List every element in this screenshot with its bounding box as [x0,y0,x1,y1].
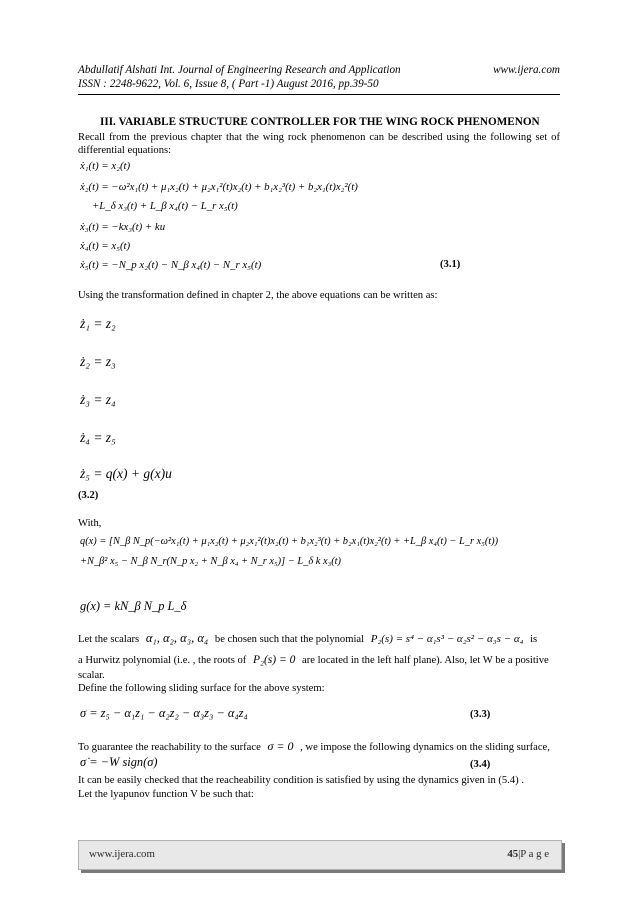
intro-paragraph: Recall from the previous chapter that the wing rock phenomenon can be described using the following set of differential equations: [78,132,560,156]
equation-sliding-surface: σ = z₅ − α₁z₁ − α₂z₂ − α₃z₃ − α₄z₄ [80,706,248,720]
reachability-line [78,740,560,754]
journal-issn: ISSN : 2248-9622, Vol. 6, Issue 8, ( Part -1) August 2016, pp.39-50 [78,78,379,90]
equation-z5dot: ż₅ = q(x) + g(x)u [80,466,172,481]
equation-number-3-2: (3.2) [78,490,99,501]
equation-g: g(x) = kN_β N_p L_δ [80,599,187,613]
roots-equation: P₂(s) = 0 [252,654,296,666]
journal-header-line1 [78,64,560,77]
page-number: 45 [507,848,519,860]
equation-q-line2: +N_β² x₅ − N_β N_r(N_p x₂ + N_β x₄ + N_r x₅)] − L_δ k x₃(t) [80,556,342,567]
transformation-paragraph: Using the transformation defined in chapter 2, the above equations can be written as: [78,290,438,301]
equation-z4dot: ż₄ = z₅ [80,430,116,445]
scalars-text-a: Let the scalars [78,634,140,645]
lyapunov-text: Let the lyapunov function V be such that: [78,789,254,800]
page-footer [78,840,562,870]
scalars-text-b: be chosen such that the polynomial [214,634,365,645]
scalars-text-d: a Hurwitz polynomial (i.e. , the roots of [78,655,247,666]
equation-x2dot: ẋ₂(t) = −ω²x₁(t) + μ₁x₂(t) + μ₂x₁²(t)x₂(t) + b₁x₂³(t) + b₂x₁(t)x₂²(t) [80,181,358,193]
scalars-text-e: are located in the left half plane). Also, let W be a positive [302,655,549,666]
reachability-text-a: To guarantee the reachability to the surface [78,742,261,753]
equation-q-line1: q(x) = [N_β N_p(−ω²x₁(t) + μ₁x₂(t) + μ₂x₁²(t)x₂(t) + b₁x₂³(t) + b₂x₁(t)x₂²(t) + +L_β x₄(t) − L_r x₅(t)) [80,536,499,547]
sigma-zero: σ = 0 [267,739,294,753]
journal-url[interactable]: www.ijera.com [493,64,560,76]
equation-number-3-4: (3.4) [470,759,491,770]
equation-z3dot: ż₃ = z₄ [80,392,116,407]
footer-page-number [507,848,549,860]
equation-x4dot: ẋ₄(t) = x₅(t) [80,240,131,252]
footer-url[interactable]: www.ijera.com [89,848,155,860]
section-title: III. VARIABLE STRUCTURE CONTROLLER FOR THE WING ROCK PHENOMENON [100,116,540,128]
scalars-alphas: α₁, α₂, α₃, α₄ [145,631,209,645]
equation-x2dot-cont: +L_δ x₃(t) + L_β x₄(t) − L_r x₅(t) [92,200,238,212]
equation-x5dot: ẋ₅(t) = −N_p x₂(t) − N_β x₄(t) − N_r x₅(t) [80,259,262,271]
equation-x3dot: ẋ₃(t) = −kx₃(t) + ku [80,221,166,233]
scalars-line2 [78,654,560,667]
equation-x1dot: ẋ₁(t) = x₂(t) [80,160,131,172]
scalars-line1 [78,632,560,646]
sliding-surface-intro: Define the following sliding surface for the above system: [78,683,325,694]
journal-citation: Abdullatif Alshati Int. Journal of Engineering Research and Application [78,64,401,76]
equation-z1dot: ż₁ = z₂ [80,316,116,331]
equation-z2dot: ż₂ = z₃ [80,354,116,369]
reachability-text-b: , we impose the following dynamics on the sliding surface, [300,742,550,753]
equation-number-3-3: (3.3) [470,709,491,720]
with-label: With, [78,518,102,529]
equation-number-3-1: (3.1) [440,259,461,270]
scalars-text-c: is [530,634,538,645]
equation-sliding-dynamics: σ̇ = −W sign(σ) [80,755,158,769]
scalars-polynomial: P₂(s) = s⁴ − α₁s³ − α₂s² − α₃s − α₄ [370,633,524,645]
scalars-line3: scalar. [78,670,105,681]
reachability-condition-text: It can be easily checked that the reacheability condition is satisfied by using the dynamics given in (5.4) . [78,775,524,786]
page-suffix: |P a g e [518,848,549,860]
header-divider [78,94,560,95]
